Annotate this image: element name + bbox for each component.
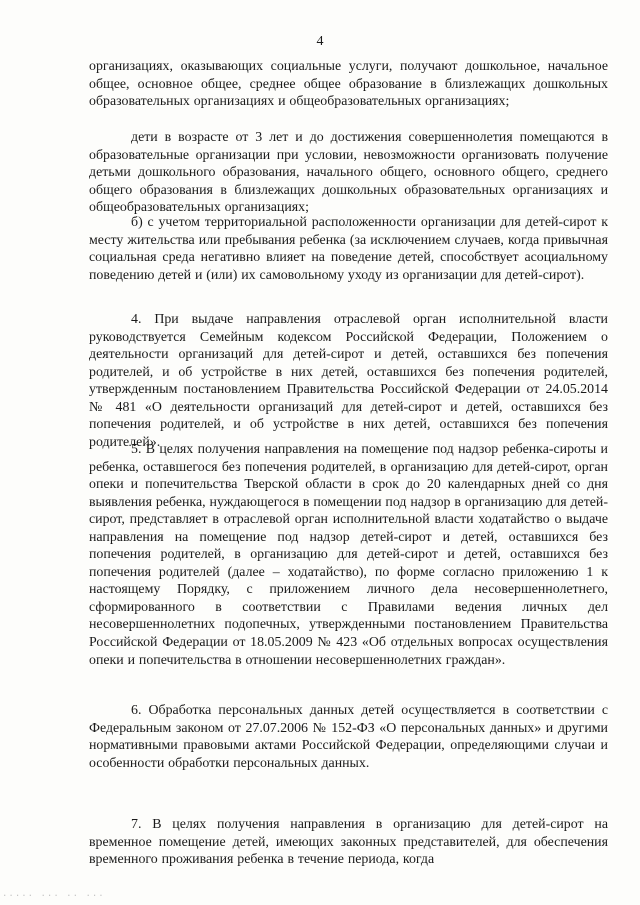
- paragraph-6-personal-data: 6. Обработка персональных данных детей осуществляется в соответствии с Федеральным законом от 27.07.2006 № 152-ФЗ «О персональных данных» и другими нормативными правовыми актами Российской Федерации, определяющими случаи и особенности обработки персональных данных.: [89, 703, 608, 771]
- paragraph-continuation: организациях, оказывающих социальные услуги, получают дошкольное, начальное общее, основное общее, среднее общее образование в близлежащих дошкольных образовательных организациях и общеобразовательных организациях;: [89, 59, 608, 110]
- paragraph-7-temporary: 7. В целях получения направления в организацию для детей-сирот на временное помещение детей, имеющих законных представителей, для обеспечения временного проживания ребенка в течение периода, когда: [89, 817, 608, 868]
- paragraph-b-territorial: б) с учетом территориальной расположенности организации для детей-сирот к месту жительства или пребывания ребенка (за исключением случаев, когда привычная социальная среда негативно влияет на поведение детей, способствует асоциальному поведению детей и (или) их самовольному уходу из организации для детей-сирот).: [89, 215, 608, 283]
- paragraph-4-issuance: 4. При выдаче направления отраслевой орган исполнительной власти руководствуется Семейным кодексом Российской Федерации, Положением о деятельности организаций для детей-сирот и детей, оставшихся без попечения родителей, и об устройстве в них детей, оставшихся без попечения родителей, утвержденным постановлением Правительства Российской Федерации от 24.05.2014 № 481 «О деятельности организаций для детей-сирот и детей, оставшихся без попечения родителей, и об устройстве в них детей, оставшихся без попечения родителей».: [89, 312, 608, 450]
- paragraph-children-age-3: дети в возрасте от 3 лет и до достижения совершеннолетия помещаются в образовательные организации при условии, невозможности организовать получение детьми дошкольного образования, начального общего, основного общего, среднего общего образования в близлежащих дошкольных образовательных организациях и общеобразовательных организациях;: [89, 130, 608, 216]
- page-number: 4: [316, 34, 324, 49]
- paragraph-5-petition: 5. В целях получения направления на помещение под надзор ребенка-сироты и ребенка, оставшегося без попечения родителей, в организацию для детей-сирот, орган опеки и попечительства Тверской области в срок до 20 календарных дней со дня выявления ребенка, нуждающегося в помещении под надзор в организацию для детей-сирот, представляет в отраслевой орган исполнительной власти ходатайство о выдаче направления на помещение под надзор детей-сирот и детей, оставшихся без попечения родителей, в организацию для детей-сирот и детей, оставшихся без попечения родителей (далее – ходатайство), по форме согласно приложению 1 к настоящему Порядку, с приложением личного дела несовершеннолетнего, сформированного в соответствии с Правилами ведения личных дел несовершеннолетних подопечных, утвержденными постановлением Правительства Российской Федерации от 18.05.2009 № 423 «Об отдельных вопросах осуществления опеки и попечительства в отношении несовершеннолетних граждан».: [89, 442, 608, 668]
- footer-scan-mark: ..... ... .. ...: [2, 889, 105, 899]
